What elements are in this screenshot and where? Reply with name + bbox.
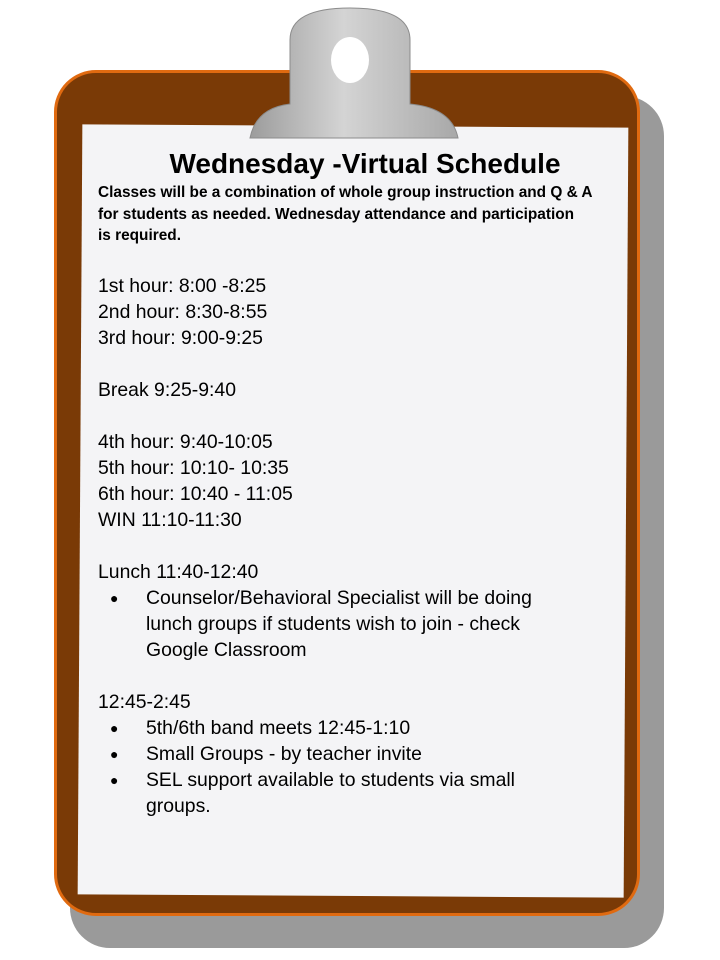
- midday-block: [98, 429, 628, 533]
- bullet-icon: ●: [110, 589, 119, 606]
- lunch-block: [98, 559, 628, 585]
- bullet-icon: ●: [110, 771, 119, 788]
- schedule-line: 12:45-2:45: [98, 690, 191, 713]
- afternoon-block: [98, 689, 628, 715]
- schedule-line: 3rd hour: 9:00-9:25: [98, 326, 263, 349]
- list-item: [98, 585, 576, 663]
- intro-line: for students as needed. Wednesday attendance and participation: [98, 205, 575, 223]
- list-item-text: 5th/6th band meets 12:45-1:10: [146, 716, 411, 739]
- break-block: [98, 377, 628, 403]
- schedule-line: WIN 11:10-11:30: [98, 508, 242, 531]
- page-title: Wednesday -Virtual Schedule: [169, 148, 561, 179]
- list-item: [98, 715, 576, 741]
- schedule-line: 1st hour: 8:00 -8:25: [98, 274, 267, 297]
- schedule-content: [98, 146, 628, 819]
- list-item-text: SEL support available to students via small groups.: [146, 768, 515, 817]
- afternoon-bullets: [98, 715, 628, 819]
- schedule-line: 4th hour: 9:40-10:05: [98, 430, 273, 453]
- schedule-line: 2nd hour: 8:30-8:55: [98, 300, 268, 323]
- schedule-line: Lunch 11:40-12:40: [98, 560, 259, 583]
- morning-block: [98, 273, 628, 351]
- list-item: [98, 767, 576, 819]
- schedule-line: Break 9:25-9:40: [98, 378, 236, 401]
- schedule-line: 5th hour: 10:10- 10:35: [98, 456, 289, 479]
- bullet-icon: ●: [110, 745, 119, 762]
- clipboard-clip-icon: [0, 0, 720, 160]
- intro-line: Classes will be a combination of whole group instruction and Q & A: [98, 184, 593, 201]
- intro-text: [98, 182, 628, 247]
- intro-line: is required.: [98, 227, 181, 244]
- list-item: [98, 741, 576, 767]
- list-item-text: Counselor/Behavioral Specialist will be doing lunch groups if students wish to join - check Google Classroom: [146, 586, 532, 661]
- lunch-bullets: [98, 585, 628, 663]
- schedule-line: 6th hour: 10:40 - 11:05: [98, 482, 293, 505]
- list-item-text: Small Groups - by teacher invite: [146, 742, 422, 765]
- bullet-icon: ●: [110, 719, 119, 736]
